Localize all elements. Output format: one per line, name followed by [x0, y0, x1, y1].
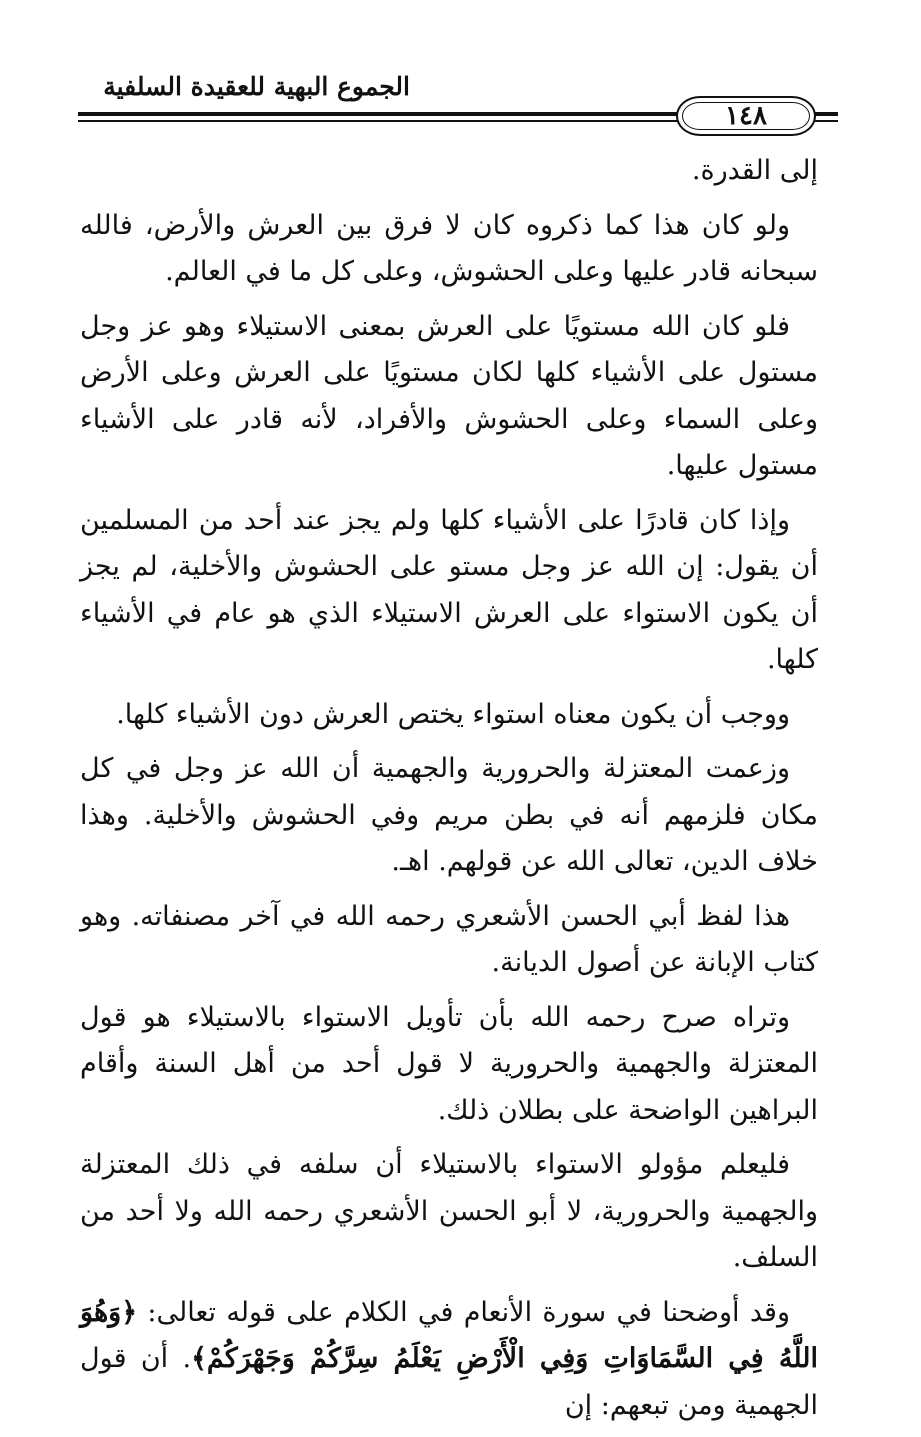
paragraph-10 [80, 1290, 818, 1430]
header-rule-right-thin [813, 120, 838, 122]
header-rule-right-thick [813, 112, 838, 116]
header-rule-thin [78, 120, 678, 122]
paragraph-4: وإذا كان قادرًا على الأشياء كلها ولم يجز عند أحد من المسلمين أن يقول: إن الله عز وجل مستو على الحشوش والأخلية، لم يجز أن يكون الاستواء على العرش الاستيلاء الذي هو عام في الأشياء كلها. [80, 504, 818, 675]
paragraph-10-intro: وقد أوضحنا في سورة الأنعام في الكلام على قوله تعالى: [137, 1296, 790, 1328]
paragraph-1: إلى القدرة. [691, 155, 818, 186]
header-rule-thick [78, 112, 678, 116]
paragraph-8: وتراه صرح رحمه الله بأن تأويل الاستواء بالاستيلاء هو قول المعتزلة والجهمية والحرورية لا قول أحد من أهل السنة وأقام البراهين الواضحة على بطلان ذلك. [80, 1001, 818, 1126]
page-number: ١٤٨ [725, 101, 767, 131]
quran-verse: ﴿وَهُوَ اللَّهُ فِي السَّمَاوَاتِ وَفِي الْأَرْضِ يَعْلَمُ سِرَّكُمْ وَجَهْرَكُمْ﴾ [80, 1296, 818, 1374]
paragraph-10-continuation: . أن قول الجهمية ومن تبعهم: إن [80, 1343, 818, 1421]
paragraph-2: ولو كان هذا كما ذكروه كان لا فرق بين العرش والأرض، فالله سبحانه قادر عليها وعلى الحشوش، وعلى كل ما في العالم. [80, 209, 818, 287]
body-text [80, 148, 818, 1437]
paragraph-3: فلو كان الله مستويًا على العرش بمعنى الاستيلاء وهو عز وجل مستول على الأشياء كلها لكان مستويًا على العرش وعلى الأرض وعلى السماء وعلى الحشوش والأفراد، لأنه قادر على الأشياء مستول عليها. [80, 310, 818, 481]
page-number-badge [676, 96, 816, 136]
paragraph-7: هذا لفظ أبي الحسن الأشعري رحمه الله في آخر مصنفاته. وهو كتاب الإبانة عن أصول الديانة. [80, 900, 818, 978]
page-header [78, 68, 838, 138]
running-title: الجموع البهية للعقيدة السلفية [103, 72, 410, 101]
paragraph-5: ووجب أن يكون معناه استواء يختص العرش دون الأشياء كلها. [116, 698, 790, 730]
paragraph-6: وزعمت المعتزلة والحرورية والجهمية أن الله عز وجل في كل مكان فلزمهم أنه في بطن مريم وفي الحشوش والأخلية. وهذا خلاف الدين، تعالى الله عن قولهم. اهـ. [80, 753, 818, 877]
paragraph-9: فليعلم مؤولو الاستواء بالاستيلاء أن سلفه في ذلك المعتزلة والجهمية والحرورية، لا أبو الحسن الأشعري رحمه الله ولا أحد من السلف. [80, 1149, 818, 1273]
